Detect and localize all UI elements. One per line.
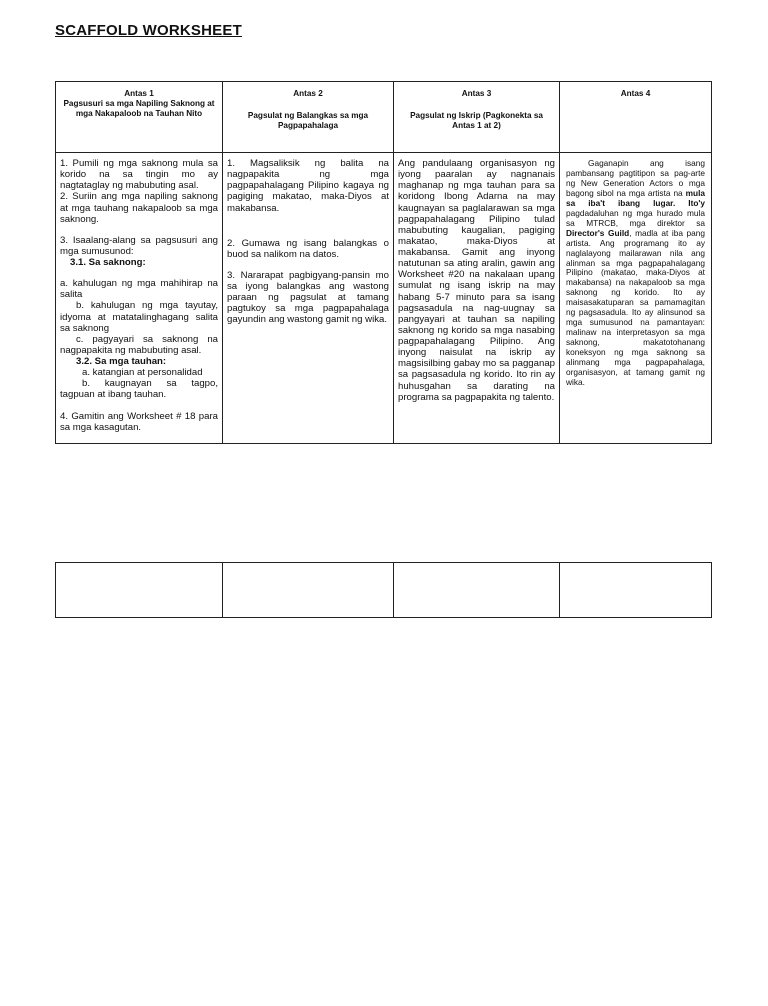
antas-1-item-3: 3. Isaalang-alang sa pagsusuri ang mga sumusunod:	[60, 234, 218, 257]
antas-2-item-2: 2. Gumawa ng isang balangkas o buod sa nalikom na datos.	[227, 237, 389, 260]
worksheet-title: SCAFFOLD WORKSHEET	[55, 22, 242, 39]
antas-2-item-1: 1. Magsaliksik ng balita na nagpapakita ng mga pagpapahalagang Pilipino kagaya ng pagiging makatao, maka-Diyos at makabansa.	[227, 158, 389, 214]
header-antas-3	[394, 82, 560, 153]
header-subtitle: Pagsusuri sa mga Napiling Saknong at mga Nakapaloob na Tauhan Nito	[63, 98, 215, 118]
blank-cell-antas-3	[394, 563, 560, 618]
header-label: Antas 2	[293, 89, 323, 98]
antas-4-text-bold-2: Director's Guild	[566, 227, 630, 238]
blank-answer-table	[55, 562, 712, 618]
antas-4-text-bold-1: mula sa iba't ibang lugar. Ito'y	[566, 187, 705, 208]
blank-cell-antas-4	[560, 563, 712, 618]
antas-4-text-part-3: , madla at iba pang artista. Ang programang ito ay naglalayong mailarawan nila ang alinman sa mga pagpapahalagang Pilipino (makatao, maka-Diyos at makabansa) na nakapaloob sa mga saknong ng korido. Ito ay maisasakatuparan sa pamamagitan ng pagsasadula. Ito ay alinsunod sa mga sumusunod na pamantayan: malinaw na interpretasyon sa mga saknong, makatotohanang koneksyon ng mga saknong sa alinmang mga pagpapahalaga, organisasyon, at tamang gamit ng wika.	[566, 227, 705, 387]
header-row	[56, 82, 712, 153]
scaffold-table	[55, 81, 712, 444]
antas-1-sub-3-2-b: b. kaugnayan sa tagpo, tagpuan at ibang tauhan.	[60, 378, 218, 401]
header-antas-4	[560, 82, 712, 153]
antas-1-sub-3-2-a: a. katangian at personalidad	[82, 367, 203, 379]
antas-1-sub-3-1-a: a. kahulugan ng mga mahihirap na salita	[60, 278, 218, 301]
antas-2-item-3: 3. Nararapat pagbigyang-pansin mo sa iyong balangkas ang wastong paraan ng pagsulat at tamang pagtukoy sa mga pagpapahalaga gayundin ang wastong gamit ng wika.	[227, 269, 389, 326]
antas-3-text: Ang pandulaang organisasyon ng iyong paaralan ay nagnanais maghanap ng mga tauhan para sa koridong Ibong Adarna na may kaugnayan sa paglalarawan sa mga pagpapahalagang Pilipino tulad mabubuting kaugalian, pagiging makatao, maka-Diyos at makabansa. Gamit ang inyong natutunan sa ating aralin, gawin ang Worksheet #20 na nakalaan upang sumulat ng isang iskrip na may habang 5-7 minuto para sa isang pagsasadula na nag-uugnay sa pangyayari at tauhan sa napiling saknong ng korido sa mga nasabing pagpapahalagang Pilipino. Ang inyong naisulat na iskrip ay magsisilbing gabay mo sa pagganap sa pagsasadula ng korido. Ito rin ay huhusgahan sa darating na programa sa pagpapakita ng talento.	[398, 158, 555, 403]
antas-1-content	[56, 153, 223, 444]
antas-1-item-4: 4. Gamitin ang Worksheet # 18 para sa mga kasagutan.	[60, 410, 218, 433]
header-antas-1	[56, 82, 223, 153]
header-label: Antas 3	[461, 89, 492, 98]
antas-4-text-part-2: pagdadaluhan ng mga hurado mula sa MTRCB, mga direktor sa	[566, 207, 705, 228]
antas-1-sub-3-2: 3.2. Sa mga tauhan:	[76, 356, 167, 367]
antas-3-content	[394, 153, 560, 444]
header-label: Antas 4	[620, 89, 651, 98]
antas-4-text	[566, 159, 705, 388]
header-label: Antas 1	[124, 89, 154, 98]
blank-cell-antas-2	[223, 563, 394, 618]
content-row	[56, 153, 712, 444]
antas-1-sub-3-1: 3.1. Sa saknong:	[70, 257, 146, 268]
antas-1-item-2: 2. Suriin ang mga napiling saknong at mga tauhang nakapaloob sa mga saknong.	[60, 191, 218, 225]
antas-1-item-1: 1. Pumili ng mga saknong mula sa korido na sa tingin mo ay nagtataglay ng mabubuting asal.	[60, 158, 218, 192]
blank-row	[56, 563, 712, 618]
antas-1-sub-3-1-c: c. pagyayari sa saknong na nagpapakita ng mabubuting asal.	[60, 333, 218, 356]
header-antas-2	[223, 82, 394, 153]
antas-1-sub-3-1-b: b. kahulugan ng mga tayutay, idyoma at matatalinghagang salita sa saknong	[60, 300, 218, 334]
antas-4-text-part-1: Gaganapin ang isang pambansang pagtitipon sa pag-arte ng New Generation Actors o mga bagong sibol na mga artista na	[566, 158, 705, 198]
header-subtitle: Pagsulat ng Iskrip (Pagkonekta sa Antas 1 at 2)	[410, 110, 543, 130]
antas-2-content	[223, 153, 394, 444]
blank-cell-antas-1	[56, 563, 223, 618]
header-subtitle: Pagsulat ng Balangkas sa mga Pagpapahalaga	[247, 110, 369, 130]
antas-4-content	[560, 153, 712, 444]
